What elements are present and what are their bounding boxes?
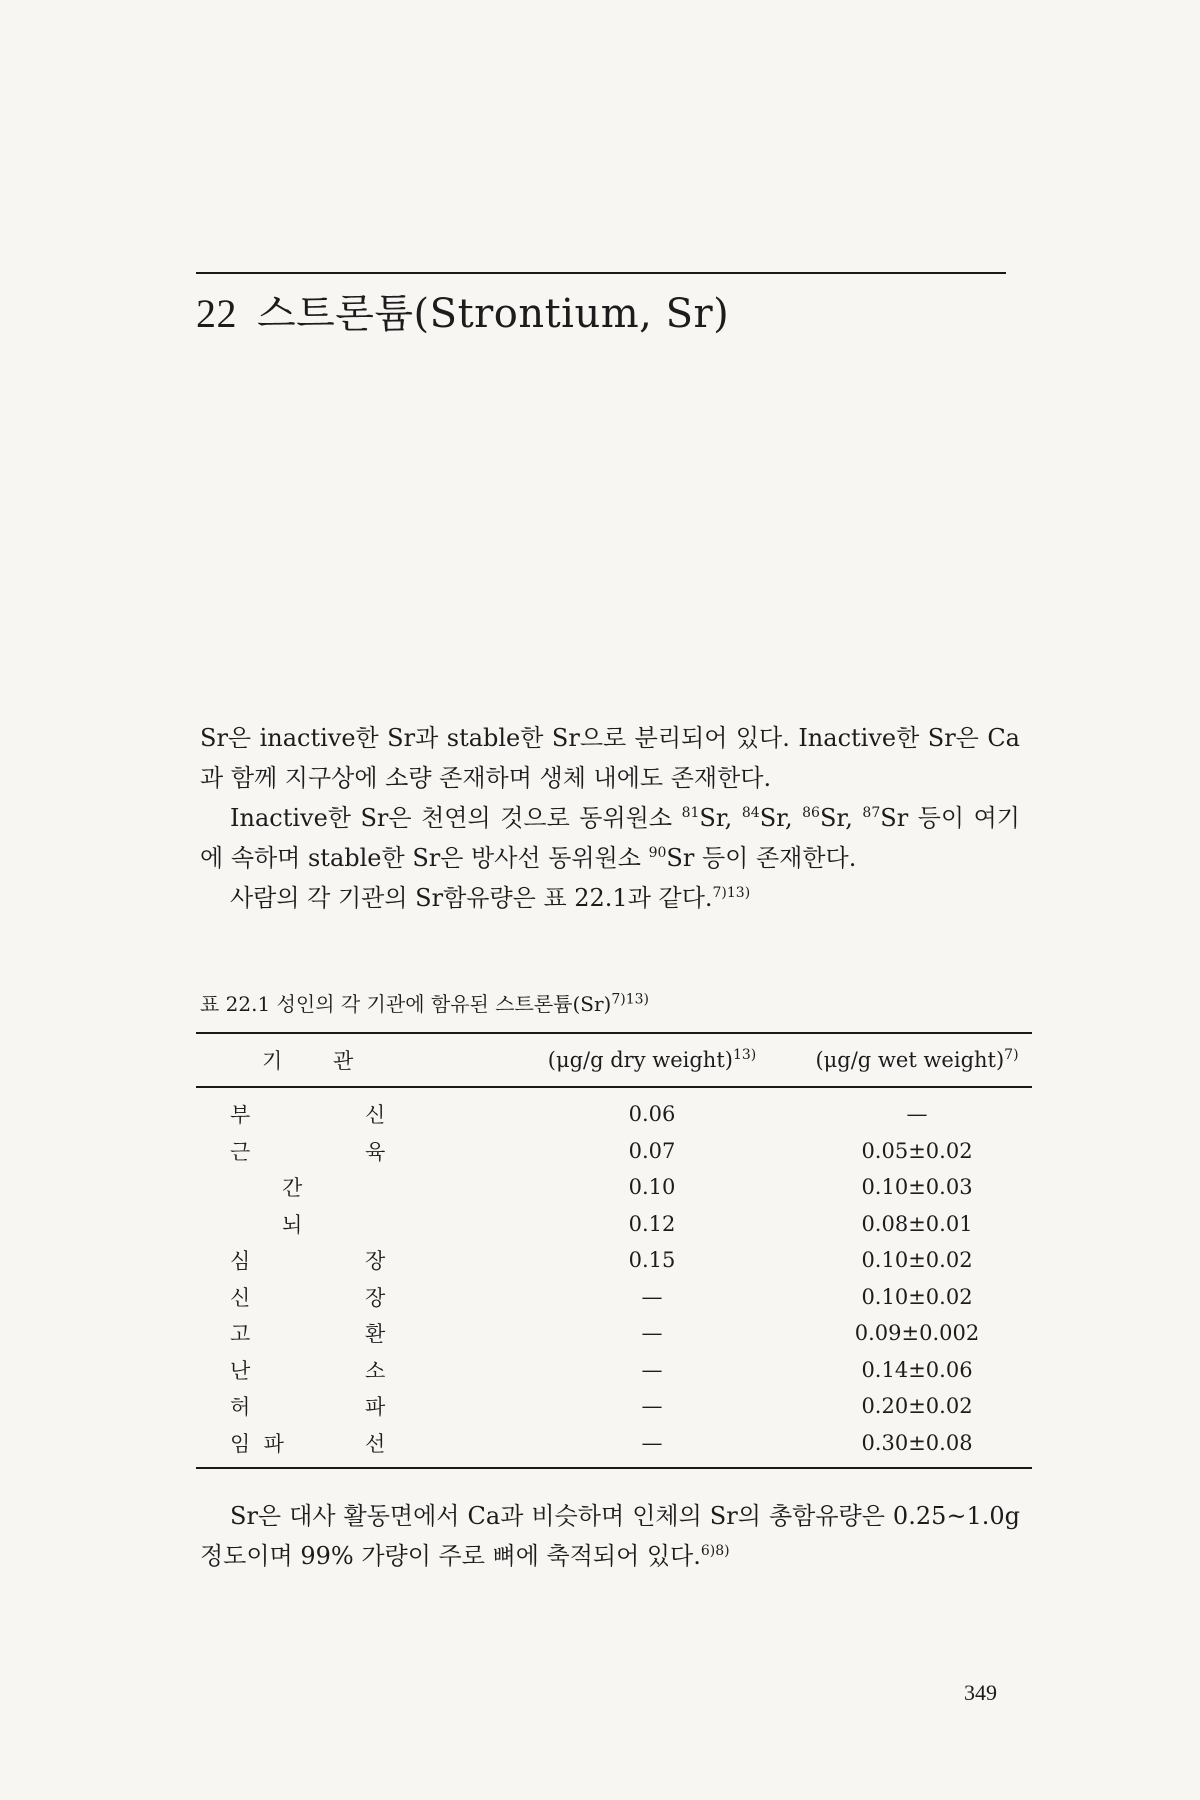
- dry-value: 0.10: [628, 1175, 676, 1200]
- paragraph-3: [200, 878, 1020, 918]
- closing-section: [200, 1496, 1020, 1576]
- organ-part-a: 고: [230, 1322, 251, 1347]
- table-row: [196, 1425, 1032, 1469]
- table-row: [196, 1242, 1032, 1279]
- table-row: [196, 1388, 1032, 1425]
- header-wet-reference: 7): [1004, 1047, 1019, 1063]
- table-row: [196, 1133, 1032, 1170]
- reference-mark: 6)8): [700, 1543, 730, 1559]
- dry-value: 0.07: [628, 1138, 676, 1163]
- chapter-title: 스트론튬(Strontium, Sr): [257, 291, 730, 337]
- organ-cell: [196, 1087, 502, 1133]
- organ-part-a: 난: [230, 1358, 251, 1383]
- paragraph-1: Sr은 inactive한 Sr과 stable한 Sr으로 분리되어 있다. Inactive한 Sr은 Ca과 함께 지구상에 소량 존재하며 생체 내에도 존재한다.: [200, 724, 1020, 792]
- isotope-87: 87: [862, 805, 881, 821]
- wet-value: 0.05±0.02: [861, 1138, 973, 1163]
- organ-part-a: 간: [282, 1176, 303, 1201]
- organ-part-b: 장: [365, 1285, 386, 1310]
- paragraph-2-text: Sr,: [699, 804, 742, 832]
- organ-cell: [196, 1425, 502, 1469]
- paragraph-2: [200, 798, 1020, 878]
- chapter-top-rule: [196, 272, 1006, 274]
- caption-reference: 7)13): [611, 991, 649, 1008]
- organ-cell: [196, 1352, 502, 1389]
- wet-value: 0.10±0.03: [861, 1175, 973, 1200]
- dry-value: —: [641, 1284, 663, 1309]
- organ-cell: [196, 1169, 502, 1206]
- paragraph-3-text: 사람의 각 기관의 Sr함유량은 표 22.1과 같다.: [230, 884, 713, 912]
- organ-part-b: 육: [365, 1139, 386, 1164]
- wet-value: 0.20±0.02: [861, 1394, 973, 1419]
- table-row: [196, 1315, 1032, 1352]
- intro-section: [200, 718, 1020, 918]
- paragraph-2-text: Sr 등이 여기에 속하며 stable한 Sr은 방사선 동위원소: [200, 804, 1020, 872]
- organ-cell: [196, 1315, 502, 1352]
- organ-part-a: 부: [230, 1103, 251, 1128]
- paragraph-2-text: Inactive한 Sr은 천연의 것으로 동위원소: [230, 804, 682, 832]
- strontium-content-table: [196, 1032, 1032, 1469]
- table-header-row: [196, 1033, 1032, 1087]
- organ-part-a: 뇌: [282, 1212, 303, 1237]
- header-wet-label: (μg/g wet weight): [815, 1048, 1005, 1072]
- organ-part-b: 장: [365, 1249, 386, 1274]
- table-row: [196, 1169, 1032, 1206]
- organ-part-a: 임 파: [230, 1431, 284, 1456]
- table-caption: [200, 988, 1020, 1017]
- wet-value: 0.08±0.01: [861, 1211, 973, 1236]
- wet-value: 0.14±0.06: [861, 1357, 973, 1382]
- table-row: [196, 1279, 1032, 1316]
- dry-value: 0.06: [628, 1102, 676, 1127]
- chapter-heading: [196, 282, 729, 339]
- organ-part-b: 소: [365, 1358, 386, 1383]
- organ-part-a: 신: [230, 1285, 251, 1310]
- header-dry-label: (μg/g dry weight): [547, 1048, 733, 1072]
- organ-part-a: 허: [230, 1395, 251, 1420]
- table-row: [196, 1087, 1032, 1133]
- chapter-number: 22: [196, 291, 237, 336]
- paragraph-4-text: Sr은 대사 활동면에서 Ca과 비슷하며 인체의 Sr의 총함유량은 0.25~1.0g 정도이며 99% 가량이 주로 뼈에 축적되어 있다.: [200, 1502, 1020, 1570]
- wet-value: 0.10±0.02: [861, 1284, 973, 1309]
- dry-value: —: [641, 1357, 663, 1382]
- table-caption-text: 표 22.1 성인의 각 기관에 함유된 스트론튬(Sr): [200, 992, 612, 1016]
- organ-part-b: 신: [365, 1103, 386, 1128]
- organ-cell: [196, 1279, 502, 1316]
- organ-part-b: 환: [365, 1322, 386, 1347]
- dry-value: —: [641, 1321, 663, 1346]
- organ-cell: [196, 1206, 502, 1243]
- paragraph-2-text: Sr,: [759, 804, 803, 832]
- header-organ: 기 관: [196, 1033, 502, 1087]
- wet-value: —: [906, 1102, 928, 1127]
- isotope-90: 90: [648, 845, 667, 861]
- organ-part-b: 선: [365, 1431, 386, 1456]
- organ-cell: [196, 1388, 502, 1425]
- header-dry-reference: 13): [732, 1047, 757, 1063]
- table-row: [196, 1206, 1032, 1243]
- header-dry-weight: [502, 1033, 802, 1087]
- wet-value: 0.10±0.02: [861, 1248, 973, 1273]
- dry-value: 0.15: [628, 1248, 676, 1273]
- wet-value: 0.30±0.08: [802, 1425, 1032, 1469]
- organ-part-a: 심: [230, 1249, 251, 1274]
- paragraph-2-text: Sr 등이 존재한다.: [666, 844, 857, 872]
- organ-cell: [196, 1242, 502, 1279]
- organ-part-a: 근: [230, 1139, 251, 1164]
- organ-cell: [196, 1133, 502, 1170]
- organ-part-b: 파: [365, 1395, 386, 1420]
- header-wet-weight: [802, 1033, 1032, 1087]
- isotope-81: 81: [681, 805, 700, 821]
- dry-value: —: [502, 1425, 802, 1469]
- paragraph-4: [200, 1496, 1020, 1576]
- isotope-86: 86: [802, 805, 820, 821]
- dry-value: —: [641, 1394, 663, 1419]
- dry-value: 0.12: [628, 1211, 676, 1236]
- page-number: 349: [964, 1680, 997, 1705]
- paragraph-2-text: Sr,: [819, 804, 863, 832]
- isotope-84: 84: [741, 805, 760, 821]
- reference-mark: 7)13): [712, 885, 751, 901]
- table-caption-block: [200, 988, 1020, 1017]
- wet-value: 0.09±0.002: [854, 1321, 980, 1346]
- table-row: [196, 1352, 1032, 1389]
